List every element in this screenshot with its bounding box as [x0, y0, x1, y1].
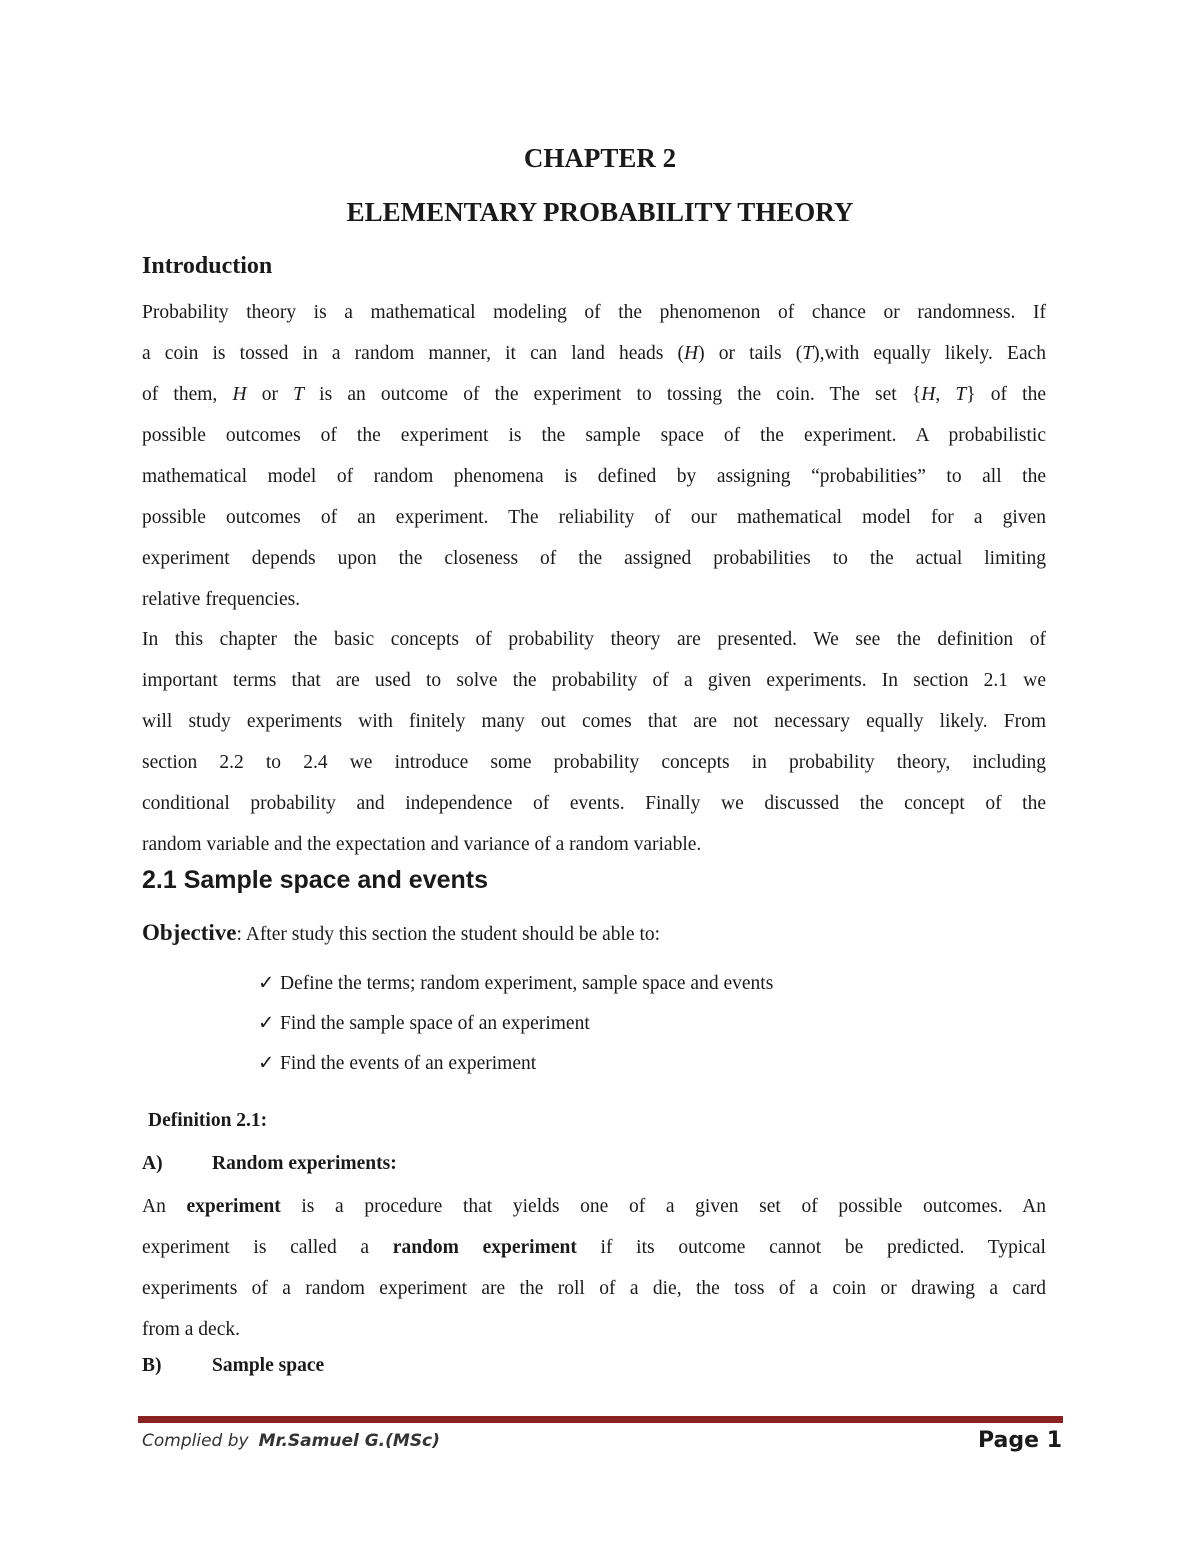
objective-label: Objective [142, 920, 237, 945]
footer-author: Mr.Samuel G.(MSc) [258, 1431, 440, 1451]
text-line: mathematical model of random phenomena is defined by assigning “probabilities” to all the [142, 466, 1046, 487]
chapter-title: ELEMENTARY PROBABILITY THEORY [346, 197, 854, 227]
chapter-number: CHAPTER 2 [523, 143, 677, 173]
subheading-random-experiments [142, 1153, 397, 1175]
text-line: section 2.2 to 2.4 we introduce some probability concepts in probability theory, including [142, 752, 1046, 773]
text-line: An experiment is a procedure that yields one of a given set of possible outcomes. An [142, 1196, 1046, 1217]
text-line: In this chapter the basic concepts of probability theory are presented. We see the definition of [142, 629, 1046, 650]
footer-divider [138, 1416, 1063, 1423]
list-item [258, 1004, 773, 1044]
text-line: conditional probability and independence of events. Finally we discussed the concept of the [142, 793, 1046, 814]
text-line: possible outcomes of an experiment. The reliability of our mathematical model for a given [142, 507, 1046, 528]
footer-credit [142, 1431, 440, 1451]
definition-heading: Definition 2.1: [148, 1110, 268, 1131]
text-line: from a deck. [142, 1319, 240, 1340]
intro-paragraph-1 [142, 292, 1046, 620]
text-line: will study experiments with finitely many out comes that are not necessary equally likely. From [142, 711, 1046, 732]
text-line: important terms that are used to solve the probability of a given experiments. In section 2.1 we [142, 670, 1046, 691]
list-item [258, 964, 773, 1004]
text-line: a coin is tossed in a random manner, it can land heads (H) or tails (T),with equally likely. Each [142, 343, 1047, 364]
subheading-label: Random experiments: [212, 1153, 397, 1174]
checkmark-icon: ✓ [258, 973, 275, 994]
text-line: relative frequencies. [142, 589, 301, 610]
text-line: possible outcomes of the experiment is the sample space of the experiment. A probabilistic [142, 425, 1046, 446]
text-line: random variable and the expectation and variance of a random variable. [142, 834, 702, 855]
checkmark-icon: ✓ [258, 1013, 275, 1034]
list-item-text: Define the terms; random experiment, sample space and events [280, 973, 774, 994]
list-item-text: Find the sample space of an experiment [280, 1013, 590, 1034]
subheading-sample-space [142, 1355, 324, 1377]
text-line: of them, H or T is an outcome of the experiment to tossing the coin. The set {H, T} of the [142, 384, 1046, 405]
text-line: experiment depends upon the closeness of the assigned probabilities to the actual limiting [142, 548, 1046, 569]
objective-list [258, 964, 773, 1084]
footer-compiled-label: Complied by [142, 1431, 249, 1451]
objective-line [142, 920, 660, 946]
introduction-heading: Introduction [142, 253, 273, 279]
objective-text: : After study this section the student should be able to: [236, 924, 661, 945]
page-number: Page 1 [977, 1428, 1062, 1453]
random-experiment-paragraph [142, 1186, 1046, 1350]
text-line: Probability theory is a mathematical modeling of the phenomenon of chance or randomness. If [142, 302, 1046, 323]
bold-term: experiment [186, 1196, 281, 1217]
subheading-letter: A) [142, 1153, 163, 1174]
text-line: experiments of a random experiment are the roll of a die, the toss of a coin or drawing a card [142, 1278, 1046, 1299]
subheading-label: Sample space [212, 1355, 325, 1376]
list-item-text: Find the events of an experiment [280, 1053, 537, 1074]
section-heading: 2.1 Sample space and events [142, 866, 489, 894]
list-item [258, 1044, 773, 1084]
checkmark-icon: ✓ [258, 1053, 275, 1074]
text-line: experiment is called a random experiment if its outcome cannot be predicted. Typical [142, 1237, 1046, 1258]
bold-term: random experiment [392, 1237, 577, 1258]
subheading-letter: B) [142, 1355, 162, 1376]
intro-paragraph-2 [142, 619, 1046, 865]
